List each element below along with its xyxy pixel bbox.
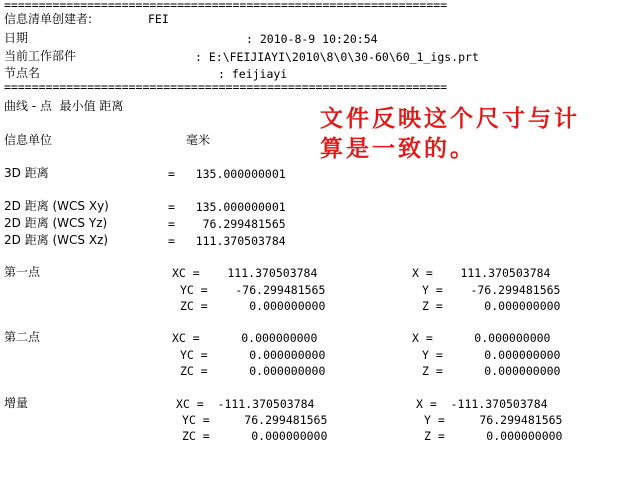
dist2d-yz-value: = 76.299481565 (168, 217, 286, 231)
dist3d-label: 3D 距离 (4, 166, 49, 180)
second-point-z: Z = 0.000000000 (422, 364, 561, 378)
node-value: : feijiayi (218, 67, 288, 81)
group-label-first-point: 第一点 (4, 265, 41, 279)
second-point-x: X = 0.000000000 (412, 331, 551, 345)
first-point-zc: ZC = 0.000000000 (180, 299, 326, 313)
dist2d-yz-label: 2D 距离 (WCS Yz) (4, 216, 108, 230)
dist2d-xy-value: = 135.000000001 (168, 200, 286, 214)
report-title: 曲线 - 点 最小值 距离 (4, 99, 124, 113)
group-label-second-point: 第二点 (4, 330, 41, 344)
first-point-yc: YC = -76.299481565 (180, 283, 326, 297)
separator-top: ================================================================ (4, 0, 448, 12)
delta-z: Z = 0.000000000 (424, 429, 563, 443)
part-value: : E:\FEIJIAYI\2010\8\0\30-60\60_1_igs.prt (195, 50, 479, 64)
second-point-xc: XC = 0.000000000 (172, 331, 318, 345)
second-point-zc: ZC = 0.000000000 (180, 364, 326, 378)
unit-label: 信息单位 (4, 133, 53, 147)
annotation-line-1: 文件反映这个尺寸与计 (320, 105, 580, 132)
group-label-delta: 增量 (4, 396, 29, 410)
date-label: 日期 (4, 31, 29, 45)
first-point-x: X = 111.370503784 (412, 266, 551, 280)
dist3d-value: = 135.000000001 (168, 167, 286, 181)
dist2d-xz-value: = 111.370503784 (168, 234, 286, 248)
date-value: : 2010-8-9 10:20:54 (246, 32, 378, 46)
annotation-line-2: 算是一致的。 (320, 135, 476, 162)
delta-zc: ZC = 0.000000000 (182, 429, 328, 443)
delta-x: X = -111.370503784 (416, 397, 548, 411)
unit-value: 毫米 (186, 133, 211, 147)
dist2d-xy-label: 2D 距离 (WCS Xy) (4, 199, 109, 213)
delta-y: Y = 76.299481565 (424, 413, 563, 427)
dist2d-xz-label: 2D 距离 (WCS Xz) (4, 233, 109, 247)
delta-xc: XC = -111.370503784 (176, 397, 315, 411)
node-label: 节点名 (4, 66, 41, 80)
second-point-y: Y = 0.000000000 (422, 348, 561, 362)
first-point-z: Z = 0.000000000 (422, 299, 561, 313)
creator-value: FEI (148, 12, 169, 26)
creator-label: 信息清单创建者: (4, 12, 93, 26)
red-annotation (320, 104, 580, 164)
delta-yc: YC = 76.299481565 (182, 413, 328, 427)
part-label: 当前工作部件 (4, 49, 77, 63)
separator-bottom: ================================================================ (4, 80, 448, 94)
second-point-yc: YC = 0.000000000 (180, 348, 326, 362)
first-point-xc: XC = 111.370503784 (172, 266, 318, 280)
first-point-y: Y = -76.299481565 (422, 283, 561, 297)
